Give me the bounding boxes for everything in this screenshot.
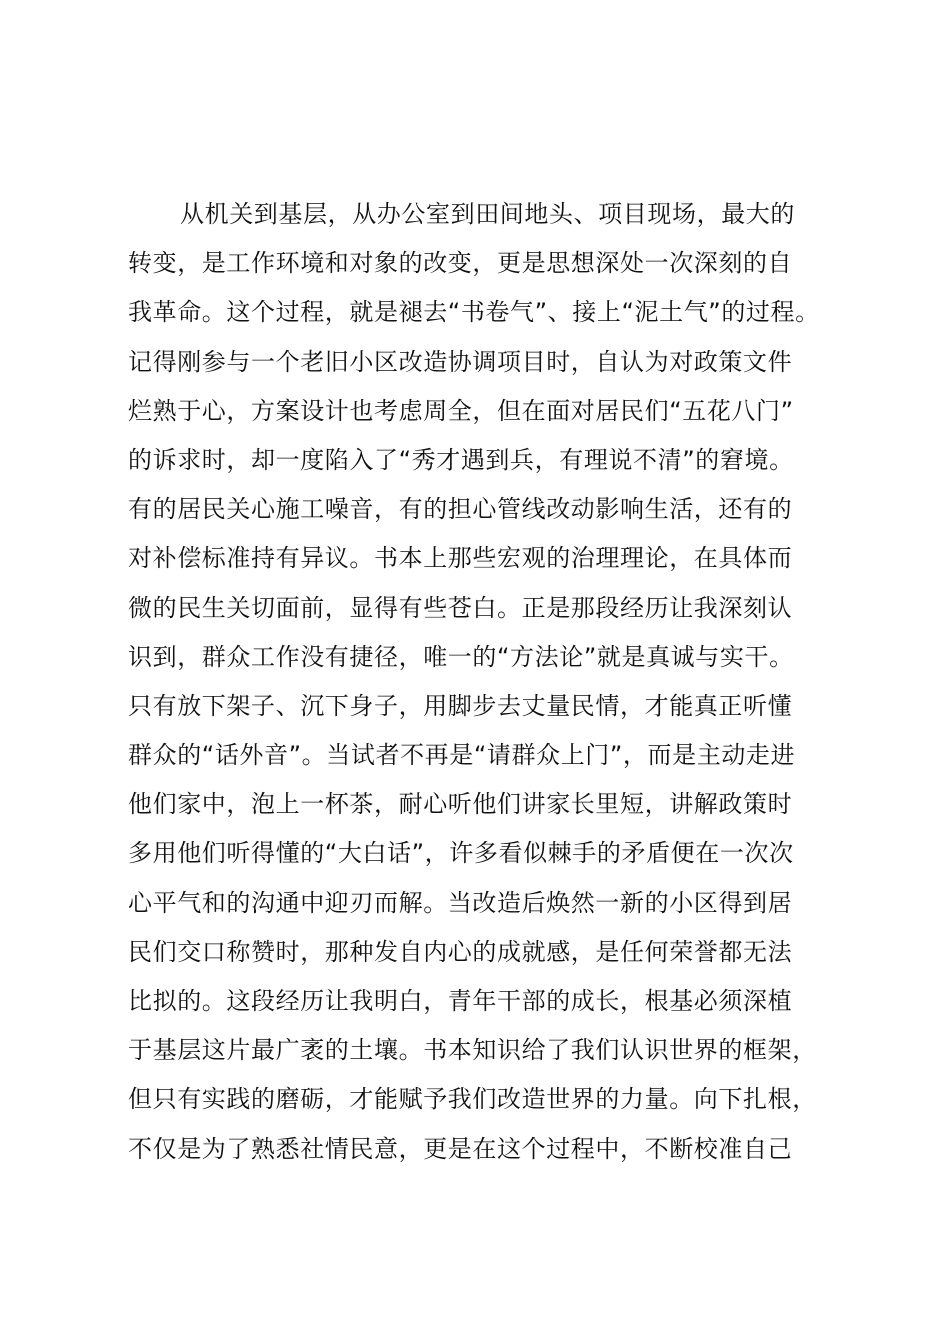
- text-line-12: 群众的“话外音”。当试者不再是“请群众上门”，而是主动走进: [128, 741, 796, 770]
- text-line-19: 但只有实践的磨砺，才能赋予我们改造世界的力量。向下扎根，: [128, 1085, 817, 1114]
- text-line-2: 转变，是工作环境和对象的改变，更是思想深处一次深刻的自: [128, 249, 793, 278]
- text-line-9: 微的民生关切面前，显得有些苍白。正是那段经历让我深刻认: [128, 593, 793, 622]
- text-line-14: 多用他们听得懂的“大白话”，许多看似棘手的矛盾便在一次次: [128, 839, 794, 868]
- text-line-20: 不仅是为了熟悉社情民意，更是在这个过程中，不断校准自己: [128, 1134, 793, 1163]
- text-line-16: 民们交口称赞时，那种发自内心的成就感，是任何荣誉都无法: [128, 937, 793, 966]
- text-line-10: 识到，群众工作没有捷径，唯一的“方法论”就是真诚与实干。: [128, 642, 794, 671]
- text-line-8: 对补偿标准持有异议。书本上那些宏观的治理理论，在具体而: [128, 544, 793, 573]
- body-paragraph: [128, 190, 848, 1174]
- text-line-6: 的诉求时，却一度陷入了“秀才遇到兵，有理说不清”的窘境。: [128, 445, 794, 474]
- text-line-13: 他们家中，泡上一杯茶，耐心听他们讲家长里短，讲解政策时: [128, 790, 793, 819]
- text-line-4: 记得刚参与一个老旧小区改造协调项目时，自认为对政策文件: [128, 347, 793, 376]
- text-line-7: 有的居民关心施工噪音，有的担心管线改动影响生活，还有的: [128, 495, 793, 524]
- text-line-15: 心平气和的沟通中迎刃而解。当改造后焕然一新的小区得到居: [128, 888, 793, 917]
- text-line-11: 只有放下架子、沉下身子，用脚步去丈量民情，才能真正听懂: [128, 691, 793, 720]
- text-line-5: 烂熟于心，方案设计也考虑周全，但在面对居民们“五花八门”: [128, 396, 794, 425]
- text-line-3: 我革命。这个过程，就是褪去“书卷气”、接上“泥土气”的过程。: [128, 298, 820, 327]
- text-line-1: 从机关到基层，从办公室到田间地头、项目现场，最大的: [180, 200, 795, 228]
- text-line-18: 于基层这片最广袤的土壤。书本知识给了我们认识世界的框架，: [128, 1036, 817, 1065]
- text-line-17: 比拟的。这段经历让我明白，青年干部的成长，根基必须深植: [128, 987, 793, 1015]
